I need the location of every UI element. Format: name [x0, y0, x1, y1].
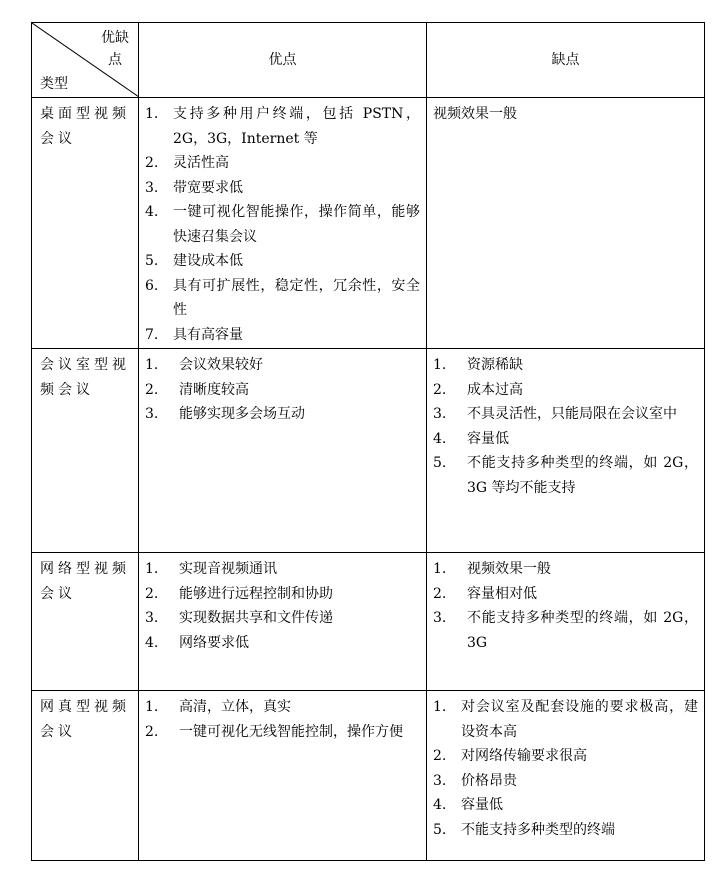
type-cell: 桌面型视频会议	[32, 98, 139, 349]
header-corner-cell	[32, 23, 139, 98]
list-item: 2. 容量相对低	[433, 585, 537, 602]
list-item: 4. 容量低	[433, 430, 509, 447]
list-item: 3. 不具灵活性，只能局限在会议室中	[433, 406, 677, 422]
list-item: 2. 一键可视化无线智能控制，操作方便	[145, 723, 403, 740]
list-item: 5. 不能支持多种类型的终端，如 2G，3G 等均不能支持	[433, 455, 698, 496]
disadvantages-cell	[427, 349, 705, 553]
header-disadvantages: 缺点	[427, 23, 705, 98]
type-cell: 会议室型视频会议	[32, 349, 139, 553]
list-item: 1. 资源稀缺	[433, 357, 523, 373]
list-item: 4. 一键可视化智能操作，操作简单，能够快速召集会议	[145, 204, 420, 245]
list-item: 1. 视频效果一般	[433, 561, 551, 577]
list-item: 2. 对网络传输要求很高	[433, 748, 587, 764]
list-item: 4. 网络要求低	[145, 634, 249, 651]
disadvantages-cell	[427, 553, 705, 691]
list-item: 3. 带宽要求低	[145, 179, 243, 196]
corner-label-type: 类型	[40, 76, 68, 92]
list-item: 3. 能够实现多会场互动	[145, 406, 305, 422]
header-row	[32, 23, 705, 98]
type-cell: 网真型视频会议	[32, 691, 139, 861]
list-item: 1. 高清，立体，真实	[145, 699, 291, 715]
list-item: 5. 不能支持多种类型的终端	[433, 821, 615, 838]
list-item: 4. 容量低	[433, 797, 503, 813]
table-row	[32, 349, 705, 553]
corner-label-pros-cons: 优缺点	[101, 30, 129, 68]
list-item: 3. 价格昂贵	[433, 772, 517, 789]
list-item: 2. 能够进行远程控制和协助	[145, 585, 333, 602]
list-item: 7. 具有高容量	[145, 326, 243, 343]
list-item: 1. 对会议室及配套设施的要求极高，建设资本高	[433, 699, 698, 740]
list-item: 5. 建设成本低	[145, 253, 243, 269]
list-item: 2. 灵活性高	[145, 155, 229, 171]
table-row	[32, 691, 705, 861]
list-item: 2. 成本过高	[433, 381, 523, 398]
list-item: 1. 实现音视频通讯	[145, 561, 277, 577]
list-item: 1. 支持多种用户终端，包括 PSTN，2G，3G，Internet 等	[145, 106, 420, 147]
advantages-cell	[139, 553, 427, 691]
comparison-table	[31, 22, 705, 861]
disadvantages-cell	[427, 691, 705, 861]
advantages-cell	[139, 349, 427, 553]
advantages-cell	[139, 691, 427, 861]
list-item: 2. 清晰度较高	[145, 381, 249, 398]
table-row	[32, 98, 705, 349]
header-advantages: 优点	[139, 23, 427, 98]
type-cell: 网络型视频会议	[32, 553, 139, 691]
list-item: 6. 具有可扩展性，稳定性，冗余性，安全性	[145, 277, 420, 318]
list-item: 3. 不能支持多种类型的终端，如 2G，3G	[433, 610, 698, 651]
list-item: 3. 实现数据共享和文件传递	[145, 610, 333, 626]
advantages-cell	[139, 98, 427, 349]
disadvantages-cell: 视频效果一般	[427, 98, 705, 349]
list-item: 1. 会议效果较好	[145, 357, 263, 373]
table-row	[32, 553, 705, 691]
